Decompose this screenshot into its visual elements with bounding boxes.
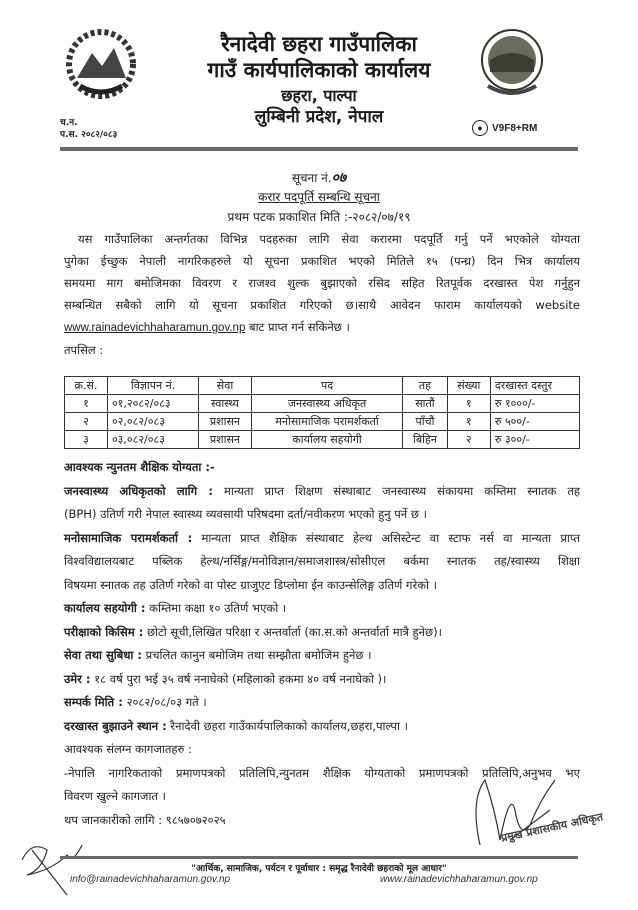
detail-text: रैनादेवी छहरा गाउँकार्यपालिकाको कार्यालय,छहरा,पाल्पा । (170, 718, 408, 733)
detail-text: २०८२/०८/०३ गते । (126, 695, 207, 709)
detail-item (64, 644, 580, 668)
column-header: दरखास्त दस्तुर (490, 377, 579, 395)
table-cell: १ (447, 395, 490, 413)
table-cell: १ (447, 413, 490, 431)
plus-code: V9F8+RM (492, 122, 538, 134)
column-header: तह (403, 377, 447, 395)
details-label: तपसिल : (64, 343, 104, 357)
notice-title: करार पदपूर्ति सम्बन्धि सूचना (258, 190, 380, 204)
location-pin-icon: ● (472, 120, 488, 136)
footer-email[interactable]: info@rainadevichhaharamun.gov.np (70, 874, 231, 885)
detail-text: प्रचलित कानुन बमोजिम तथा सम्झौता बमोजिम हुनेछ । (145, 648, 372, 662)
table-cell: ०३,०८२/०८३ (107, 431, 198, 449)
documents-heading: आवश्यक संलग्न कागजातहरु : (64, 742, 192, 756)
notice-number-label: सूचना नं. (291, 171, 332, 185)
paragraph-line: समयमा माग बमोजिमका विवरण र राजश्व शुल्क बुझाएको रसिद सहित रितपूर्वक दरखास्त पेश गर्नुहुन (64, 276, 580, 290)
table-cell: १ (65, 395, 108, 413)
table-row (65, 413, 580, 431)
table-header-row (65, 377, 580, 395)
documents-text: -नेपालि नागरिकताको प्रमाणपत्रको प्रतिलिपि,न्युनतम शैक्षिक योग्यताको प्रमाणपत्रको प्रतिलिपि,अनुभव भए (64, 765, 580, 780)
header-divider (60, 147, 578, 151)
office-province: लुम्बिनी प्रदेश, नेपाल (254, 107, 384, 127)
qualification-label: जनस्वास्थ्य अधिकृतको लागि : (64, 483, 213, 498)
detail-label: परीक्षाको किसिम : (64, 624, 144, 639)
footer-divider (60, 856, 578, 859)
detail-label: दरखास्त बुझाउने स्थान : (64, 718, 167, 733)
notice-paragraph (64, 228, 580, 361)
table-cell: बिहिन (403, 431, 447, 449)
table-cell: ३ (65, 431, 108, 449)
table-cell: रु ३००/- (490, 431, 579, 449)
paragraph-end: बाट प्राप्त गर्न सकिनेछ । (249, 320, 350, 334)
publish-date: प्रथम पटक प्रकाशित मिति :-२०८२/०७/१९ (227, 210, 411, 224)
table-cell: जनस्वास्थ्य अधिकृत (251, 395, 402, 413)
detail-item (64, 621, 580, 645)
column-header: क्र.सं. (65, 377, 108, 395)
table-cell: कार्यालय सहयोगी (251, 431, 402, 449)
office-location: छहरा, पाल्पा (281, 86, 357, 105)
qualification-text: कम्तिमा कक्षा १० उतिर्ण भएको । (149, 601, 287, 615)
table-cell: ०२,०८२/०८३ (107, 413, 198, 431)
table-cell: रु ५००/- (490, 413, 579, 431)
table-row (65, 431, 580, 449)
qualification-text: विषयमा स्नातक तह उतिर्ण गरेको वा पोस्ट ग्राजुएट डिप्लोमा ईन काउन्सेलिङ्ग उतिर्ण गरेको । (64, 577, 437, 592)
documents-text: विवरण खुल्ने कागजात । (64, 789, 166, 803)
detail-label: सेवा तथा सुबिधा : (64, 648, 143, 662)
detail-text: १८ वर्ष पुरा भई ३५ वर्ष ननाघेको (महिलाको हकमा ४० वर्ष ननाघेको )। (94, 671, 387, 686)
table-cell: मनोसामाजिक परामर्शकर्ता (251, 413, 402, 431)
notice-number (0, 168, 638, 187)
office-subtitle: गाउँ कार्यपालिकाको कार्यालय (207, 58, 431, 82)
qualifications-heading: आवश्यक न्युनतम शैक्षिक योग्यता :- (64, 460, 215, 474)
column-header: संख्या (447, 377, 490, 395)
paragraph-line: पुगेका ईच्छुक नेपाली नागरिकहरुले यो सूचना प्रकाशित भएको मितिले १५ (पन्ध्र) दिन भित्र कार्यालय (64, 254, 580, 268)
table-cell: प्रशासन (199, 413, 252, 431)
notice-number-value: ०७ (331, 170, 347, 186)
qualification-text: (BPH) उतिर्ण गरी नेपाल स्वास्थ्य व्यवसायी परिषदमा दर्ता/नवीकरण भएको हुनु पर्ने छ । (64, 507, 427, 521)
dispatch-number: च.न. (60, 118, 78, 128)
location-code (472, 120, 537, 136)
detail-item (64, 668, 580, 692)
detail-text: छोटो सूची,लिखित परिक्षा र अन्तर्वार्ता (का.स.को अन्तर्वार्ता मात्रै हुनेछ)। (146, 624, 442, 639)
table-cell: स्वास्थ्य (199, 395, 252, 413)
table-cell: पाँचौं (403, 413, 447, 431)
footer-slogan: "आर्थिक, सामाजिक, पर्यटन र पूर्वाधार : समृद्ध रैनादेवी छहराको मूल आधार" (191, 864, 447, 874)
table-cell: २ (447, 431, 490, 449)
vacancy-table (64, 376, 580, 449)
detail-label: उमेर : (64, 671, 91, 686)
column-header: विज्ञापन नं. (107, 377, 198, 395)
signatory-title: प्रमुख प्रशासकीय अधिकृत (499, 810, 605, 845)
detail-label: सम्पर्क मिति : (64, 695, 123, 709)
detail-item (64, 691, 580, 715)
website-link[interactable]: www.rainadevichhaharamun.gov.np (64, 322, 246, 334)
footer-website[interactable]: www.rainadevichhaharamun.gov.np (380, 874, 538, 885)
detail-item (64, 715, 580, 739)
paragraph-line: सम्बन्धित सबैको लागि यो सूचना प्रकाशित गरिएको छ।साथै आवेदन फाराम कार्यालयको website (64, 298, 580, 312)
table-cell: ०१,२०८२/०८३ (107, 395, 198, 413)
office-name: रैनादेवी छहरा गाउँपालिका (221, 32, 417, 56)
qualification-text: मान्यता प्राप्त शिक्षण संस्थाबाट जनस्वास्थ्य संकायमा कम्तिमा स्नातक तह (224, 483, 581, 498)
table-cell: रु १०००/- (490, 395, 579, 413)
column-header: पद (251, 377, 402, 395)
table-cell: २ (65, 413, 108, 431)
table-cell: प्रशासन (199, 431, 252, 449)
letter-number: प.स. २०८२/०८३ (60, 130, 118, 140)
qualification-text: विश्वविद्यालयबाट पब्लिक हेल्थ/नर्सिङ्ग/मनोविज्ञान/समाजशास्त्र/सोसीएल बर्कमा स्नातक तह/स्वास्थ्य शिक्षा (64, 554, 580, 568)
qualification-label: मनोसामाजिक परामर्शकर्ता : (64, 530, 193, 545)
column-header: सेवा (199, 377, 252, 395)
contact-number: थप जानकारीको लागि : ९८५७०७२०२५ (64, 812, 226, 827)
paragraph-line: यस गाउँपालिका अन्तर्गतका विभिन्न पदहरुका लागि सेवा करारमा पदपूर्ति गर्नु पर्ने भएकोले योग्यता (78, 232, 580, 246)
qualification-label: कार्यालय सहयोगी : (64, 601, 146, 615)
table-row (65, 395, 580, 413)
qualification-text: मान्यता प्राप्त शैक्षिक संस्थाबाट हेल्थ असिस्टेन्ट वा स्टाफ नर्स वा मान्यता प्राप्त (201, 530, 580, 545)
table-cell: सातौं (403, 395, 447, 413)
